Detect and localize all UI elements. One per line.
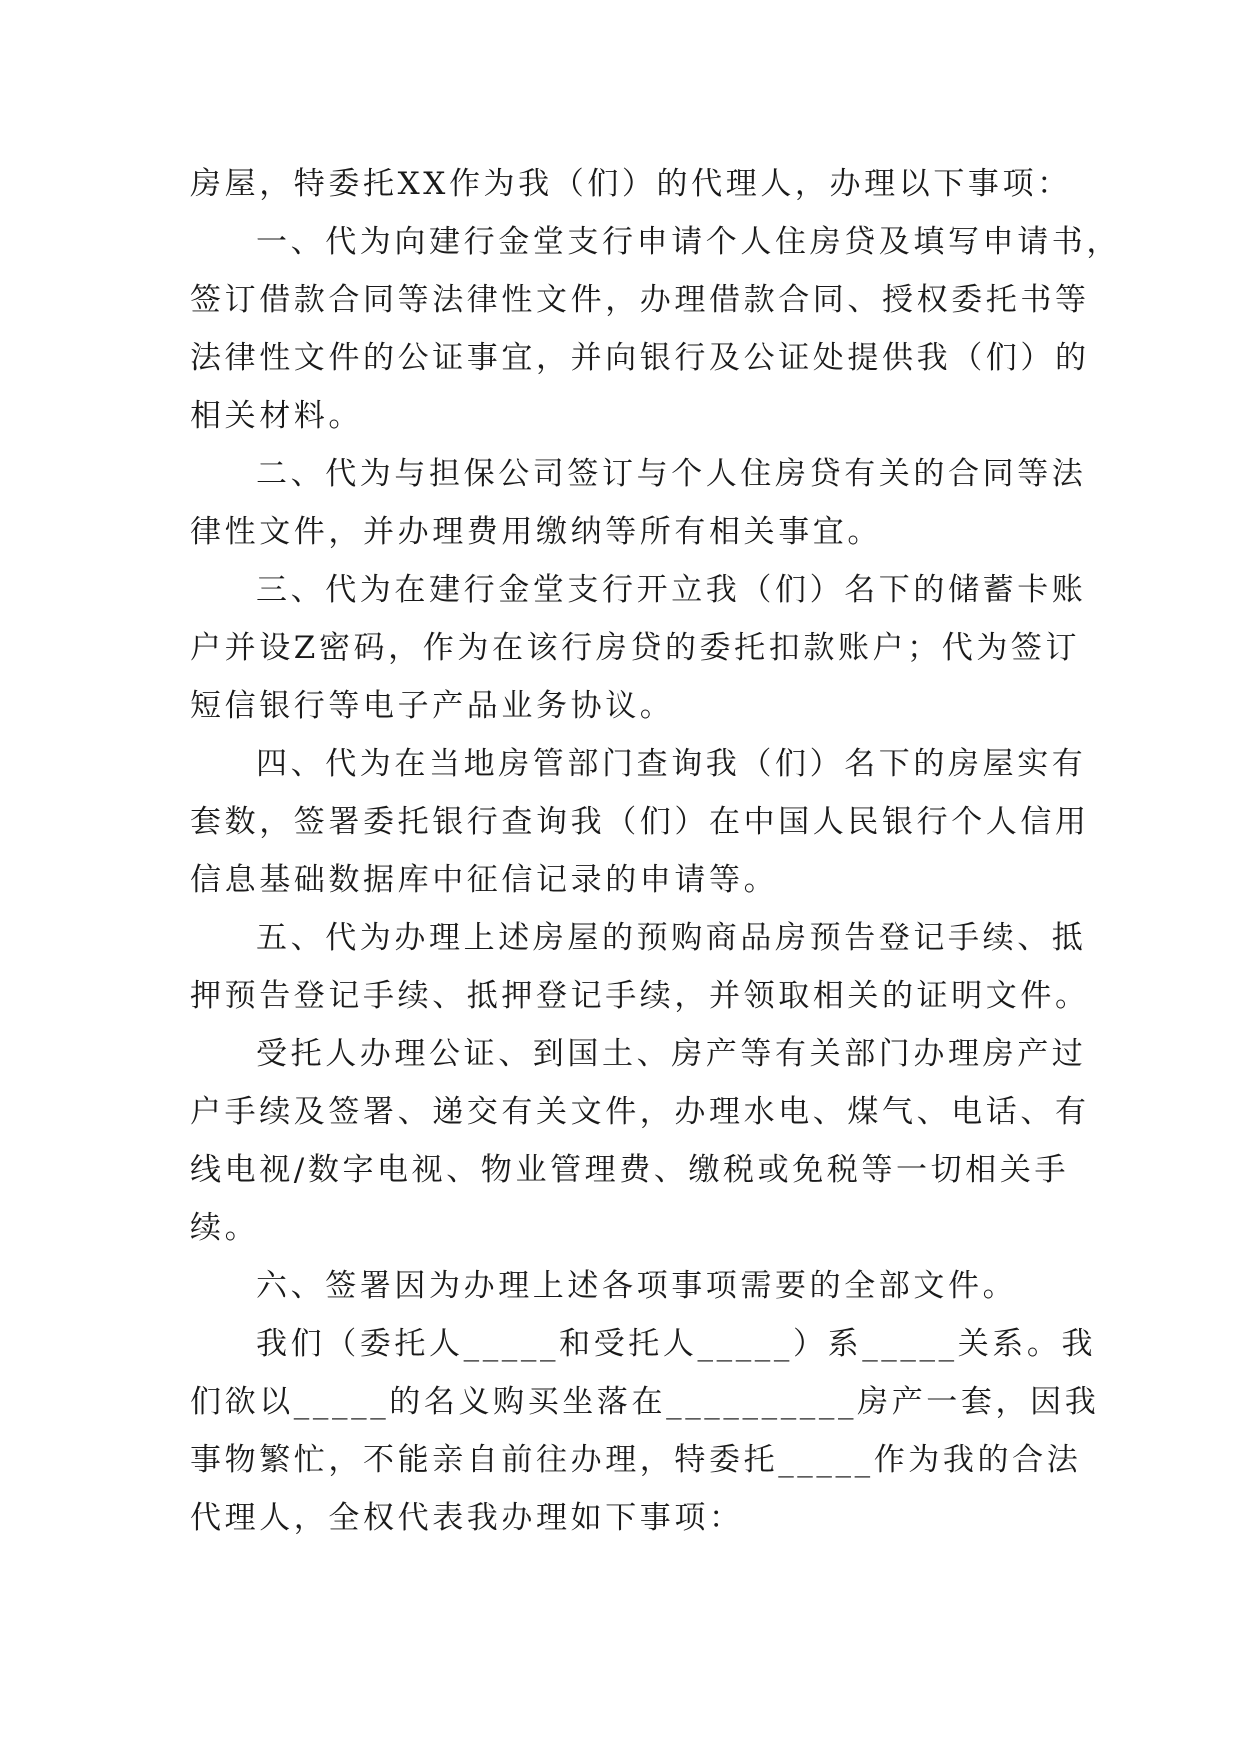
text-line: 三、代为在建行金堂支行开立我（们）名下的储蓄卡账 — [256, 572, 1087, 608]
text-line: 四、代为在当地房管部门查询我（们）名下的房屋实有 — [256, 746, 1087, 782]
text-line: 信息基础数据库中征信记录的申请等。 — [190, 862, 779, 898]
text-line: 律性文件，并办理费用缴纳等所有相关事宜。 — [190, 514, 882, 550]
text-line: 户并设Z密码，作为在该行房贷的委托扣款账户；代为签订 — [190, 630, 1081, 666]
text-line: 户手续及签署、递交有关文件，办理水电、煤气、电话、有 — [190, 1094, 1090, 1130]
text-line: 二、代为与担保公司签订与个人住房贷有关的合同等法 — [256, 456, 1087, 492]
text-line: 相关材料。 — [190, 398, 363, 434]
text-line: 押预告登记手续、抵押登记手续，并领取相关的证明文件。 — [190, 978, 1090, 1014]
document-body — [190, 155, 1121, 1547]
text-line: 套数，签署委托银行查询我（们）在中国人民银行个人信用 — [190, 804, 1090, 840]
text-line: 房屋，特委托XX作为我（们）的代理人，办理以下事项： — [190, 166, 1072, 202]
text-line: 代理人，全权代表我办理如下事项： — [190, 1500, 744, 1536]
text-line: 们欲以_____的名义购买坐落在__________房产一套，因我 — [190, 1384, 1100, 1420]
text-line: 短信银行等电子产品业务协议。 — [190, 688, 675, 724]
text-line: 我们（委托人_____和受托人_____）系_____关系。我 — [256, 1326, 1097, 1362]
text-line: 事物繁忙，不能亲自前往办理，特委托_____作为我的合法 — [190, 1442, 1082, 1478]
text-line: 受托人办理公证、到国土、房产等有关部门办理房产过 — [256, 1036, 1087, 1072]
text-line: 法律性文件的公证事宜，并向银行及公证处提供我（们）的 — [190, 340, 1090, 376]
text-line: 五、代为办理上述房屋的预购商品房预告登记手续、抵 — [256, 920, 1087, 956]
text-line: 六、签署因为办理上述各项事项需要的全部文件。 — [256, 1268, 1018, 1304]
text-line: 线电视/数字电视、物业管理费、缴税或免税等一切相关手 — [190, 1152, 1070, 1188]
text-line: 签订借款合同等法律性文件，办理借款合同、授权委托书等 — [190, 282, 1090, 318]
text-line: 一、代为向建行金堂支行申请个人住房贷及填写申请书， — [256, 224, 1121, 260]
text-line: 续。 — [190, 1210, 260, 1246]
